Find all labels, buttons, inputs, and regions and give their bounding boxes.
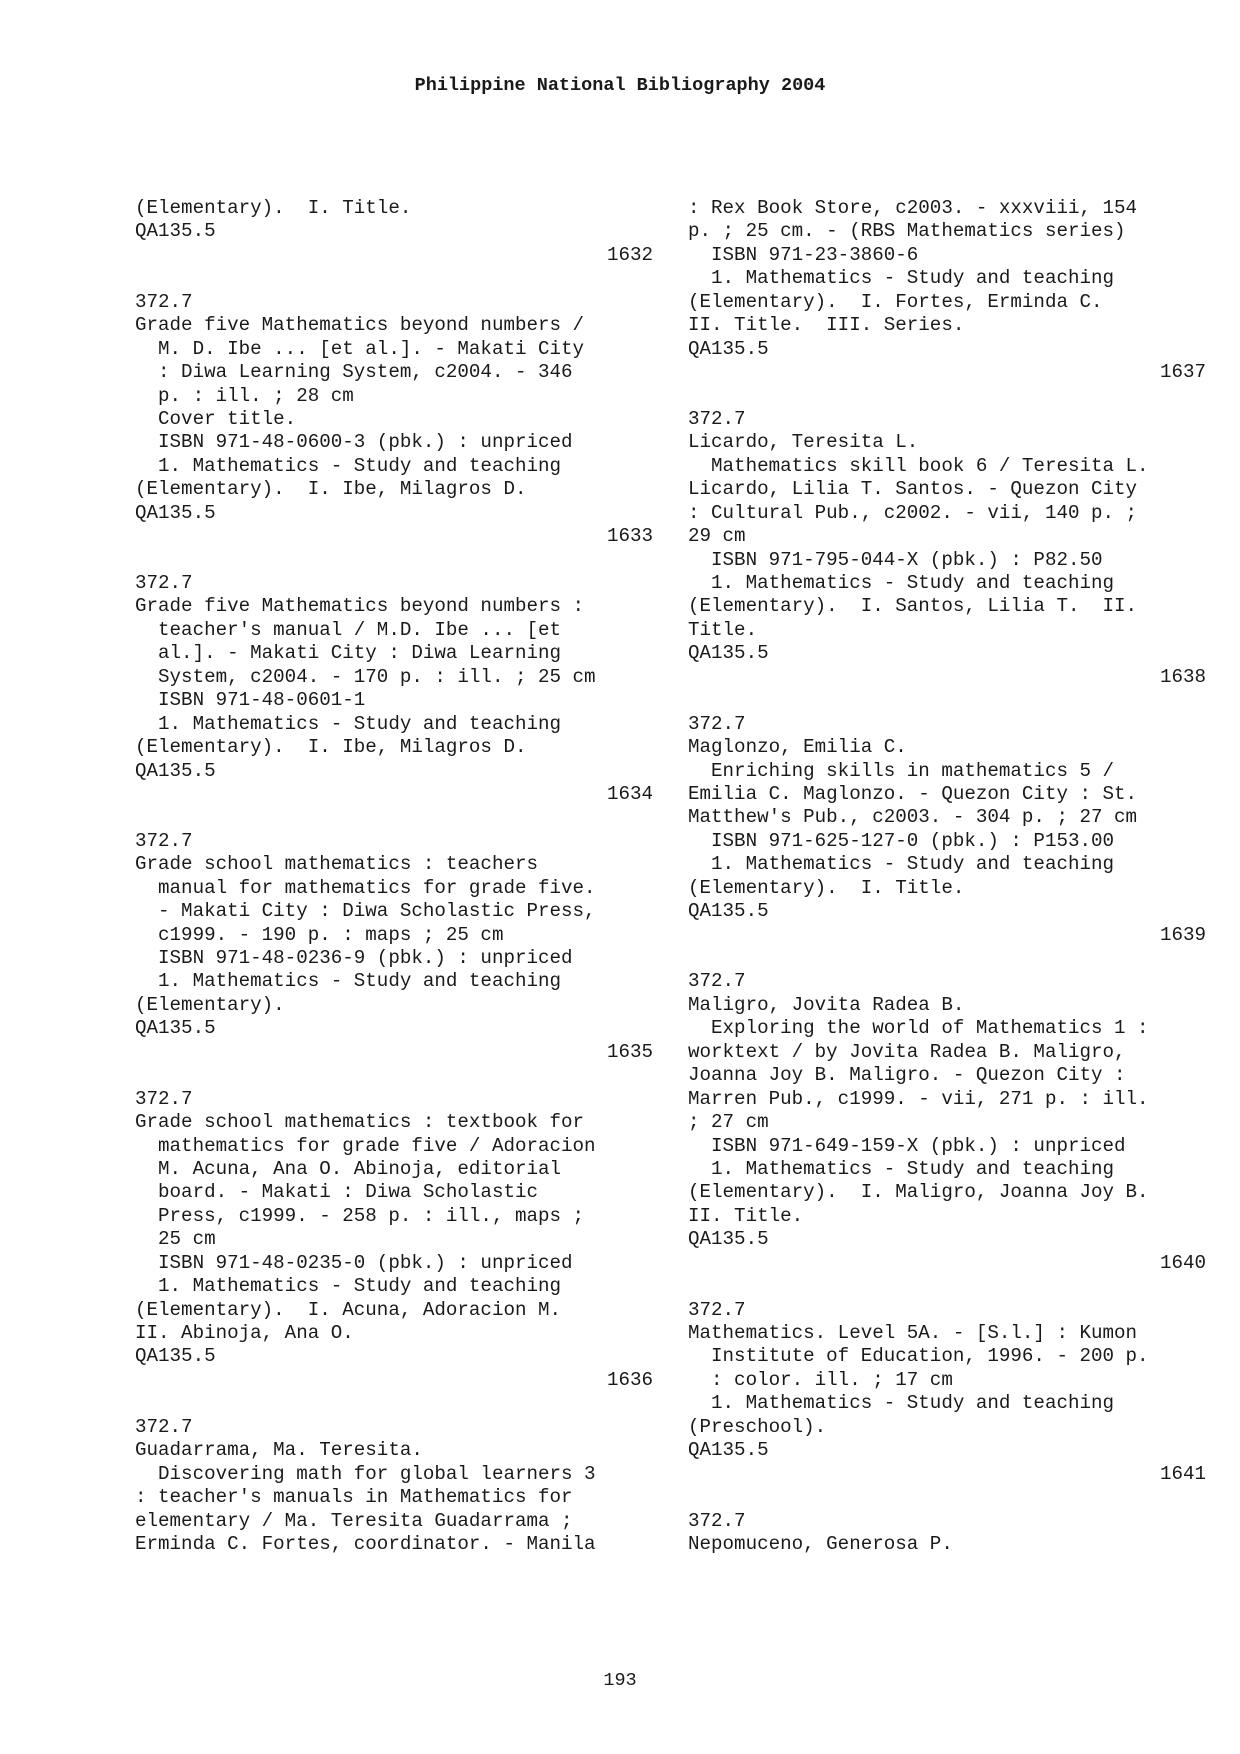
entry-line: QA135.5 bbox=[135, 1017, 216, 1040]
entry-line: ISBN 971-649-159-X (pbk.) : unpriced bbox=[688, 1134, 1126, 1157]
entry-line: QA135.5 bbox=[135, 501, 216, 524]
entry-line: QA135.5 bbox=[688, 900, 769, 923]
entry-line: M. D. Ibe ... [et al.]. - Makati City bbox=[135, 337, 585, 360]
entry-line: Grade five Mathematics beyond numbers : bbox=[135, 595, 585, 618]
entry-line: 1. Mathematics - Study and teaching bbox=[688, 572, 1115, 594]
entry-line: teacher's manual / M.D. Ibe ... [et bbox=[135, 618, 562, 641]
entry-line: Press, c1999. - 258 p. : ill., maps ; bbox=[135, 1204, 585, 1227]
entry-line: Joanna Joy B. Maligro. - Quezon City : bbox=[688, 1064, 1126, 1087]
entry-line: ISBN 971-795-044-X (pbk.) : P82.50 bbox=[688, 548, 1103, 571]
entry-line: ISBN 971-48-0235-0 (pbk.) : unpriced bbox=[135, 1251, 573, 1274]
entry-line: QA135.5 bbox=[688, 337, 769, 360]
entry-line: Maglonzo, Emilia C. bbox=[688, 736, 907, 759]
entry-line: - Makati City : Diwa Scholastic Press, bbox=[135, 900, 596, 923]
entry-line: (Elementary). bbox=[135, 993, 285, 1016]
entry-number: 1640 bbox=[1159, 1251, 1206, 1274]
entry-line: ; 27 cm bbox=[688, 1111, 769, 1134]
entry-line: : Rex Book Store, c2003. - xxxviii, 154 bbox=[688, 197, 1138, 219]
entry-line: 25 cm bbox=[135, 1228, 216, 1251]
entry-line: M. Acuna, Ana O. Abinoja, editorial bbox=[135, 1157, 562, 1180]
entry-line: II. Title. bbox=[688, 1204, 804, 1227]
entry-line: Nepomuceno, Generosa P. bbox=[688, 1532, 953, 1555]
entry-line: elementary / Ma. Teresita Guadarrama ; bbox=[135, 1509, 573, 1532]
entry-line: Exploring the world of Mathematics 1 : bbox=[688, 1017, 1149, 1040]
entry-line: 372.7 bbox=[688, 407, 746, 430]
blank-line bbox=[688, 689, 1208, 712]
entry-line: QA135.5 bbox=[688, 642, 769, 665]
entry-line: ISBN 971-625-127-0 (pbk.) : P153.00 bbox=[688, 829, 1115, 852]
entry-number: 1641 bbox=[1159, 1462, 1206, 1485]
blank-line bbox=[688, 385, 1208, 408]
entry-line: ISBN 971-48-0601-1 bbox=[135, 689, 366, 712]
entry-line: 372.7 bbox=[135, 290, 193, 313]
entry-line: 372.7 bbox=[688, 970, 746, 993]
entry-line: Cover title. bbox=[135, 407, 297, 430]
entry-number: 1633 bbox=[606, 525, 653, 548]
entry-line: Grade school mathematics : textbook for bbox=[135, 1111, 585, 1134]
entry-line: (Elementary). I. Maligro, Joanna Joy B. bbox=[688, 1181, 1149, 1204]
entry-line: worktext / by Jovita Radea B. Maligro, bbox=[688, 1040, 1126, 1063]
entry-line: 372.7 bbox=[135, 1415, 193, 1438]
right-column bbox=[688, 197, 1208, 1556]
entry-number: 1638 bbox=[1159, 665, 1206, 688]
entry-number: 1632 bbox=[606, 243, 653, 266]
entry-line: manual for mathematics for grade five. bbox=[135, 876, 596, 899]
entry-line: 1. Mathematics - Study and teaching bbox=[135, 1275, 562, 1298]
entry-line: 1. Mathematics - Study and teaching bbox=[688, 1392, 1115, 1415]
entry-line: QA135.5 bbox=[135, 1345, 216, 1368]
entry-line: System, c2004. - 170 p. : ill. ; 25 cm bbox=[135, 665, 596, 688]
entry-line: p. ; 25 cm. - (RBS Mathematics series) bbox=[688, 220, 1126, 243]
entry-line: QA135.5 bbox=[688, 1228, 769, 1251]
entry-number: 1636 bbox=[606, 1368, 653, 1391]
entry-line: II. Abinoja, Ana O. bbox=[135, 1322, 354, 1344]
entry-line: Guadarrama, Ma. Teresita. bbox=[135, 1439, 423, 1462]
entry-line: Licardo, Teresita L. bbox=[688, 431, 919, 454]
blank-line bbox=[135, 806, 655, 829]
entry-line: c1999. - 190 p. : maps ; 25 cm bbox=[135, 923, 504, 946]
entry-line: (Elementary). I. Title. bbox=[688, 876, 965, 899]
entry-line: 372.7 bbox=[135, 572, 193, 594]
entry-number: 1639 bbox=[1159, 923, 1206, 946]
blank-line bbox=[135, 1064, 655, 1087]
entry-line: (Elementary). I. Santos, Lilia T. II. bbox=[688, 595, 1138, 618]
entry-line: (Elementary). I. Acuna, Adoracion M. bbox=[135, 1298, 562, 1321]
entry-line: 1. Mathematics - Study and teaching bbox=[688, 853, 1115, 876]
page-number: 193 bbox=[603, 1670, 637, 1691]
entry-number: 1637 bbox=[1159, 361, 1206, 384]
left-column bbox=[135, 197, 655, 1556]
entry-line: QA135.5 bbox=[135, 220, 216, 243]
entry-line: : Diwa Learning System, c2004. - 346 bbox=[135, 361, 573, 384]
entry-line: (Elementary). I. Ibe, Milagros D. bbox=[135, 736, 527, 759]
entry-line: al.]. - Makati City : Diwa Learning bbox=[135, 642, 562, 665]
blank-line bbox=[688, 1275, 1208, 1298]
entry-line: 1. Mathematics - Study and teaching bbox=[688, 1157, 1115, 1180]
entry-line: Institute of Education, 1996. - 200 p. bbox=[688, 1345, 1149, 1368]
entry-line: QA135.5 bbox=[688, 1439, 769, 1462]
entry-line: : Cultural Pub., c2002. - vii, 140 p. ; bbox=[688, 501, 1138, 524]
entry-line: mathematics for grade five / Adoracion bbox=[135, 1134, 596, 1157]
entry-line: Marren Pub., c1999. - vii, 271 p. : ill. bbox=[688, 1087, 1149, 1110]
entry-line: : teacher's manuals in Mathematics for bbox=[135, 1486, 573, 1509]
entry-line: (Elementary). I. Title. bbox=[135, 197, 412, 219]
entry-line: QA135.5 bbox=[135, 759, 216, 782]
blank-line bbox=[135, 267, 655, 290]
entry-line: 29 cm bbox=[688, 525, 746, 548]
entry-line: II. Title. III. Series. bbox=[688, 314, 965, 337]
entry-line: 372.7 bbox=[688, 1509, 746, 1532]
entry-line: p. : ill. ; 28 cm bbox=[135, 384, 354, 407]
entry-line: Enriching skills in mathematics 5 / bbox=[688, 759, 1115, 782]
entry-line: Licardo, Lilia T. Santos. - Quezon City bbox=[688, 478, 1138, 501]
entry-line: (Elementary). I. Ibe, Milagros D. bbox=[135, 478, 527, 501]
entry-number: 1635 bbox=[606, 1040, 653, 1063]
entry-line: Mathematics. Level 5A. - [S.l.] : Kumon bbox=[688, 1322, 1138, 1344]
blank-line bbox=[688, 947, 1208, 970]
entry-line: Discovering math for global learners 3 bbox=[135, 1462, 596, 1485]
entry-line: Erminda C. Fortes, coordinator. - Manila bbox=[135, 1532, 596, 1555]
entry-line: Mathematics skill book 6 / Teresita L. bbox=[688, 454, 1149, 477]
entry-line: Grade school mathematics : teachers bbox=[135, 853, 539, 876]
entry-line: ISBN 971-48-0236-9 (pbk.) : unpriced bbox=[135, 947, 573, 969]
entry-line: 1. Mathematics - Study and teaching bbox=[135, 454, 562, 477]
entry-line: 1. Mathematics - Study and teaching bbox=[135, 970, 562, 993]
entry-number: 1634 bbox=[606, 782, 653, 805]
entry-line: 1. Mathematics - Study and teaching bbox=[135, 712, 562, 735]
entry-line: 1. Mathematics - Study and teaching bbox=[688, 267, 1115, 290]
entry-line: 372.7 bbox=[135, 1087, 193, 1110]
entry-line: Emilia C. Maglonzo. - Quezon City : St. bbox=[688, 782, 1138, 805]
entry-line: 372.7 bbox=[135, 829, 193, 852]
entry-line: ISBN 971-48-0600-3 (pbk.) : unpriced bbox=[135, 431, 573, 454]
entry-line: 372.7 bbox=[688, 1298, 746, 1321]
entry-line: Maligro, Jovita Radea B. bbox=[688, 993, 965, 1016]
entry-line: Grade five Mathematics beyond numbers / bbox=[135, 314, 585, 337]
running-header: Philippine National Bibliography 2004 bbox=[414, 75, 826, 96]
entry-line: (Preschool). bbox=[688, 1415, 827, 1438]
entry-line: Title. bbox=[688, 618, 758, 641]
blank-line bbox=[135, 1392, 655, 1415]
blank-line bbox=[688, 1486, 1208, 1509]
entry-line: Matthew's Pub., c2003. - 304 p. ; 27 cm bbox=[688, 806, 1138, 829]
entry-line: : color. ill. ; 17 cm bbox=[688, 1368, 953, 1391]
entry-line: board. - Makati : Diwa Scholastic bbox=[135, 1181, 539, 1204]
blank-line bbox=[135, 549, 655, 572]
entry-line: (Elementary). I. Fortes, Erminda C. bbox=[688, 290, 1103, 313]
entry-line: 372.7 bbox=[688, 712, 746, 735]
entry-line: ISBN 971-23-3860-6 bbox=[688, 243, 919, 266]
